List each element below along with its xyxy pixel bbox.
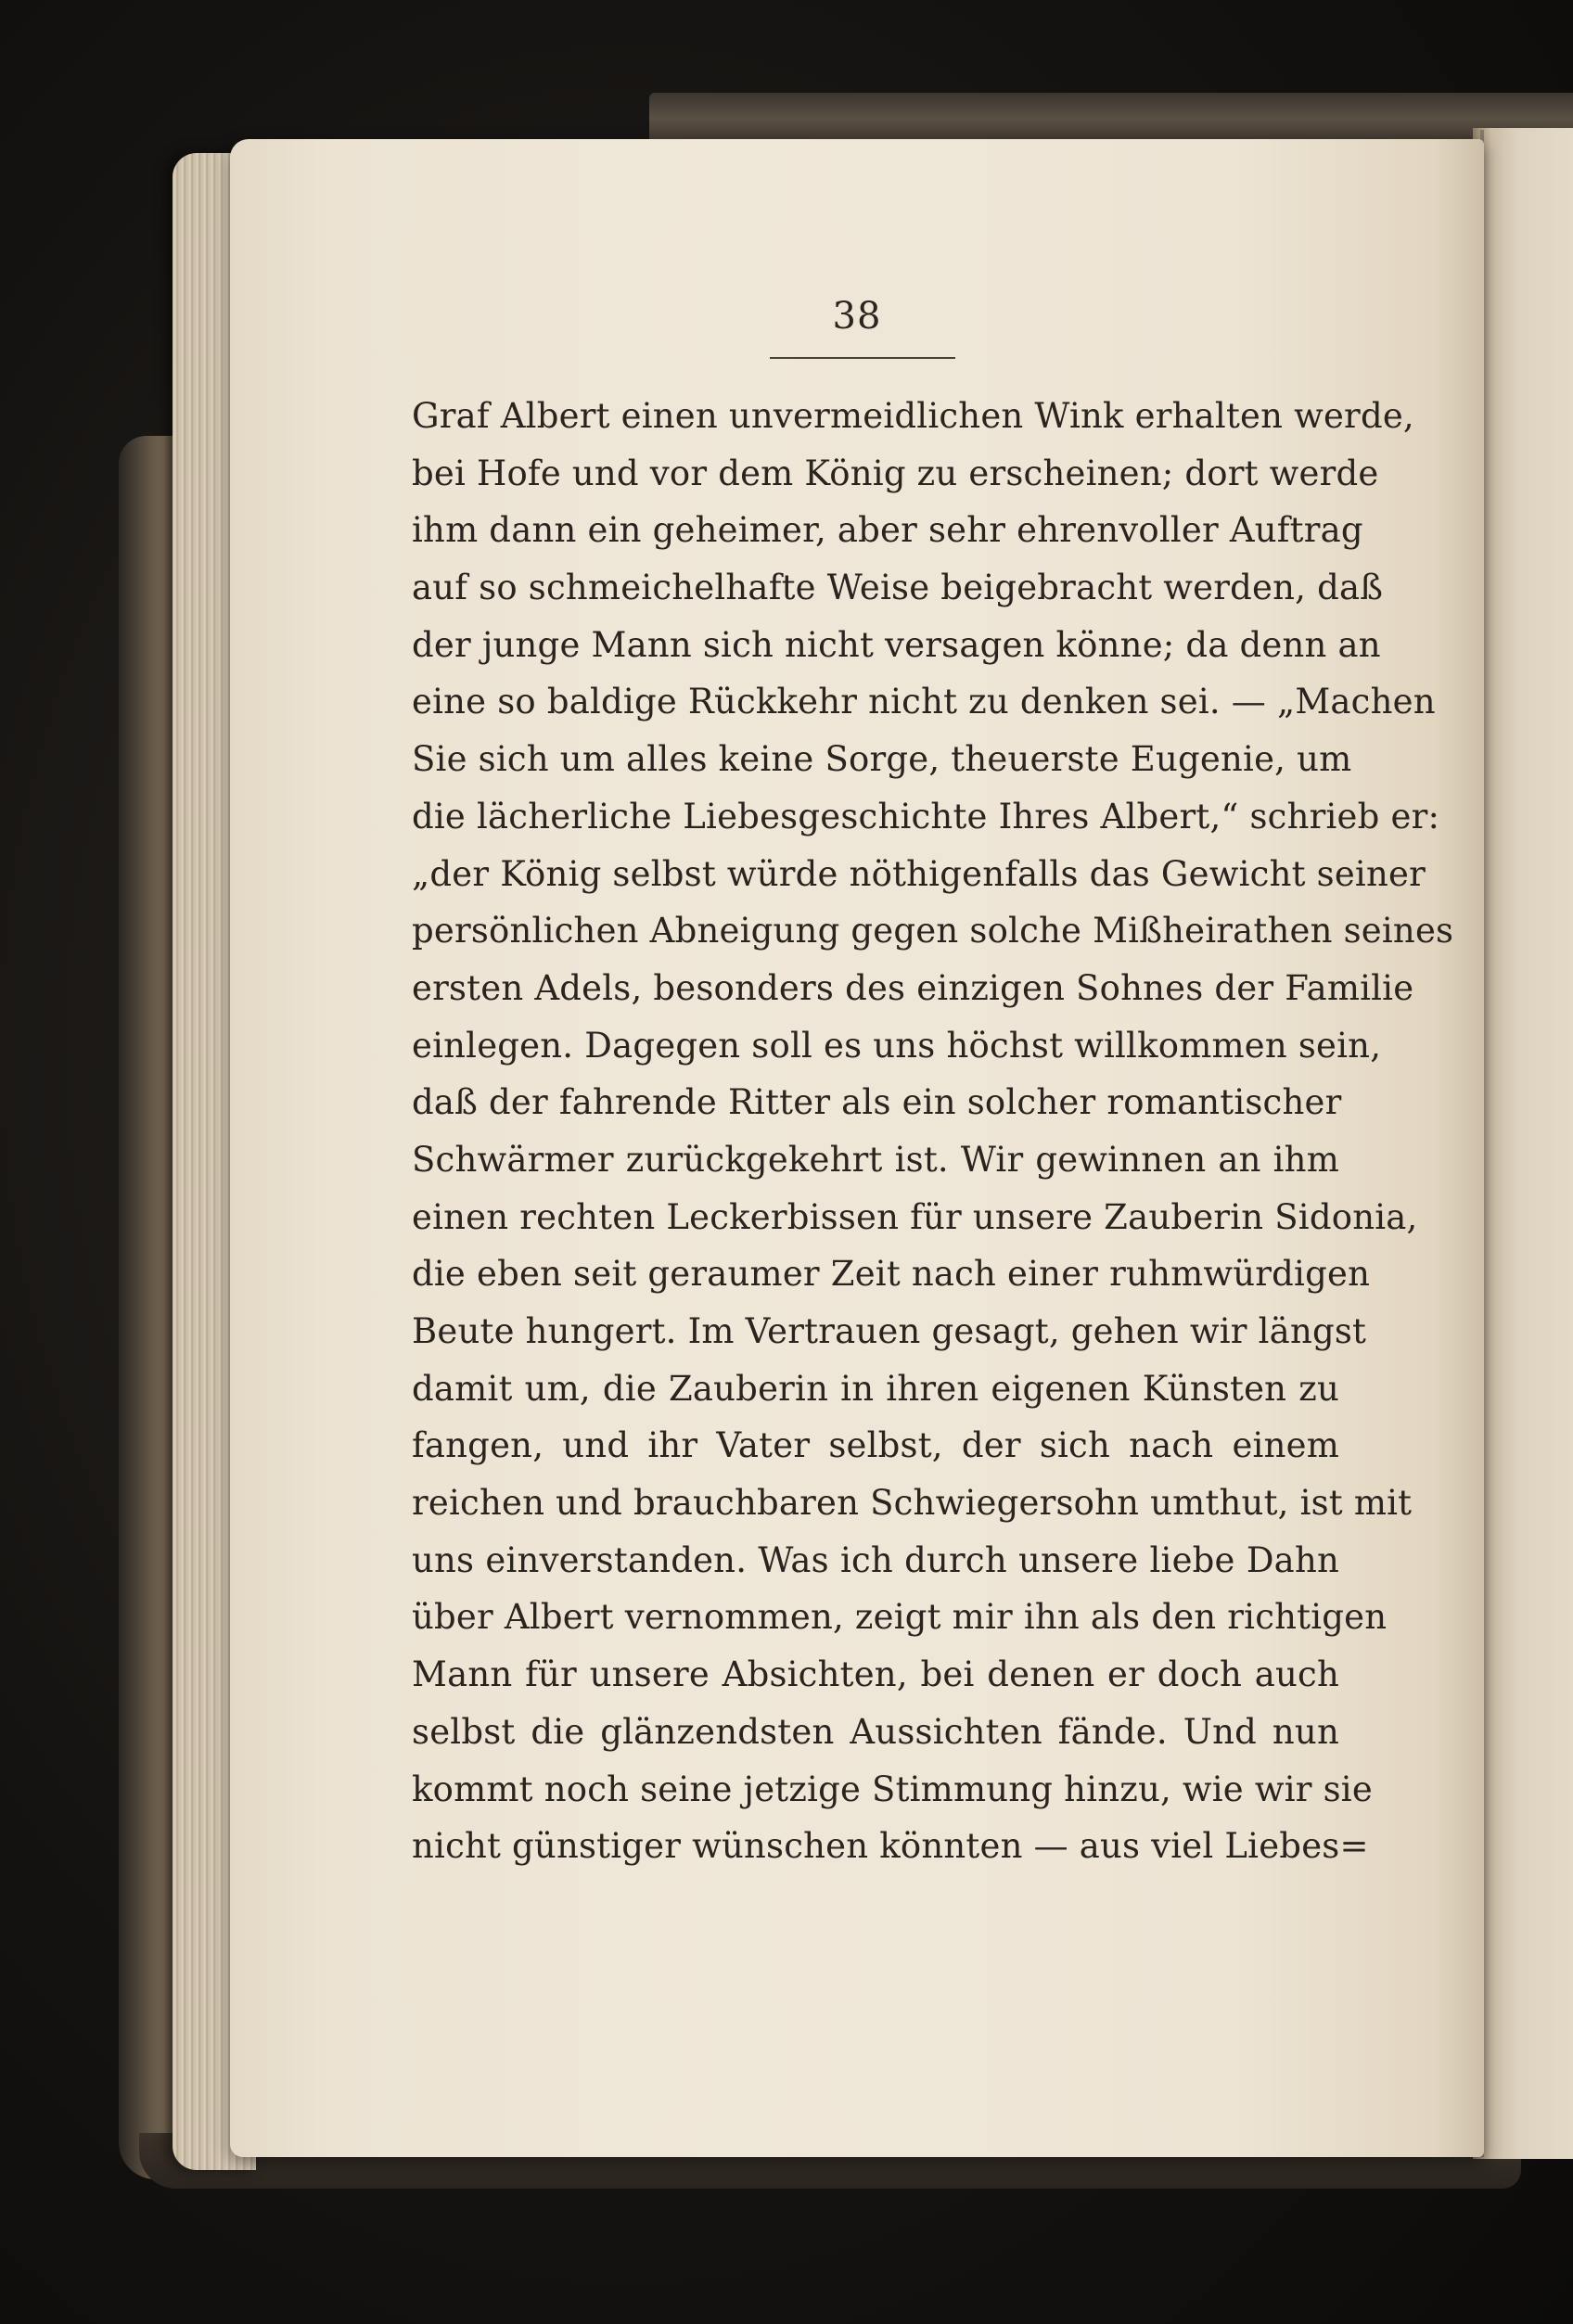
book-binding-top (649, 93, 1573, 145)
text-line: einen rechten Leckerbissen für unsere Zauberin Sidonia, (412, 1196, 1418, 1237)
text-line: Beute hungert. Im Vertrauen gesagt, gehen wir längst (412, 1311, 1367, 1351)
text-line: uns einverstanden. Was ich durch unsere liebe Dahn (412, 1539, 1339, 1580)
text-line: daß der fahrende Ritter als ein solcher romantischer (412, 1082, 1342, 1123)
text-line: auf so schmeichelhafte Weise beigebracht werden, daß (412, 568, 1384, 608)
text-line: ersten Adels, besonders des einzigen Sohnes der Familie (412, 967, 1414, 1008)
text-line: Graf Albert einen unvermeidlichen Wink erhalten werde, (412, 396, 1414, 436)
text-line: bei Hofe und vor dem König zu erscheinen; dort werde (412, 453, 1379, 493)
text-line: „der König selbst würde nöthigenfalls das Gewicht seiner (412, 853, 1426, 894)
text-line: fangen, und ihr Vater selbst, der sich nach einem (412, 1425, 1339, 1466)
body-text (412, 388, 1454, 1875)
page-number: 38 (832, 295, 882, 338)
text-line: persönlichen Abneigung gegen solche Mißheirathen seines (412, 911, 1454, 951)
text-line: ihm dann ein geheimer, aber sehr ehrenvoller Auftrag (412, 510, 1363, 551)
header-rule (770, 357, 955, 359)
text-line: Sie sich um alles keine Sorge, theuerste Eugenie, um (412, 739, 1352, 780)
text-line: kommt noch seine jetzige Stimmung hinzu, wie wir sie (412, 1769, 1373, 1809)
text-line: reichen und brauchbaren Schwiegersohn umthut, ist mit (412, 1483, 1413, 1524)
text-line: über Albert vernommen, zeigt mir ihn als den richtigen (412, 1597, 1388, 1638)
text-line: der junge Mann sich nicht versagen könne; da denn an (412, 624, 1381, 665)
text-line: nicht günstiger wünschen könnten — aus viel Liebes= (412, 1826, 1369, 1867)
text-line: einlegen. Dagegen soll es uns höchst willkommen sein, (412, 1025, 1382, 1066)
text-line: selbst die glänzendsten Aussichten fände. Und nun (412, 1711, 1339, 1752)
text-line: damit um, die Zauberin in ihren eigenen Künsten zu (412, 1368, 1339, 1409)
text-line: die lächerliche Liebesgeschichte Ihres Albert,“ schrieb er: (412, 796, 1440, 836)
text-line: Schwärmer zurückgekehrt ist. Wir gewinnen an ihm (412, 1139, 1339, 1180)
text-line: Mann für unsere Absichten, bei denen er doch auch (412, 1654, 1339, 1695)
book-page (230, 139, 1484, 2157)
text-line: eine so baldige Rückkehr nicht zu denken sei. — „Machen (412, 682, 1436, 722)
facing-page-sliver (1473, 128, 1573, 2159)
text-line: die eben seit geraumer Zeit nach einer ruhmwürdigen (412, 1254, 1371, 1295)
